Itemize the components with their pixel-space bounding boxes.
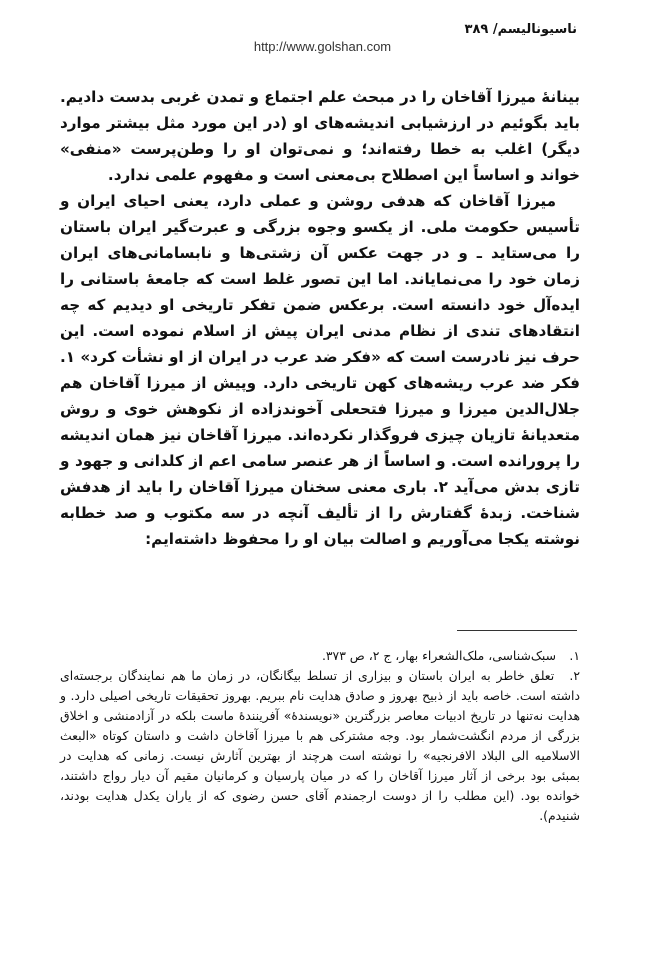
footnote-text: سبک‌شناسی، ملک‌الشعراء بهار، ج ۲، ص ۳۷۳. — [321, 648, 557, 663]
paragraph: میرزا آقاخان که هدفی روشن و عملی دارد، یعنی احیای ایران و تأسیس حکومت ملی. از یکسو وجوه بزرگی و عبرت‌گیر ایران باستان را می‌ستاید ـ و در جهت عکس آن زشتی‌ها و نابسامانی‌های ایران زمان خود را می‌نمایاند. اما این تصور غلط است که جامعهٔ باستانی را ایده‌آل خود دانسته است. برعکس ضمن تفکر تاریخی او دیدیم که چه انتقادهای تندی از نظام مدنی ایران پیش از اسلام نموده است. این حرف نیز نادرست است که «فکر ضد عرب در ایران از او نشأت کرد» ۱. فکر ضد عرب ریشه‌های کهن تاریخی دارد. وپیش از میرزا آقاخان هم جلال‌الدین میرزا و میرزا فتحعلی آخوندزاده از نکوهش خوی و روش متعدیانهٔ تازیان چیزی فروگذار نکرده‌اند. میرزا آقاخان نیز همان اندیشه را پرورانده است. و اساساً از هر عنصر سامی اعم از کلدانی و جهود و تازی بدش می‌آید ۲. باری معنی سخنان میرزا آقاخان را باید از هدفش شناخت. زبدهٔ گفتارش را از تألیف آنچه در سه مکتوب و صد خطابه نوشته یکجا می‌آوریم و اصالت بیان او را محفوظ داشته‌ایم: — [60, 192, 580, 548]
footnote-number: ۱. — [569, 648, 580, 663]
footnotes — [60, 646, 580, 826]
footnote-divider — [457, 630, 577, 631]
footnote — [60, 666, 580, 826]
paragraph: بینانهٔ میرزا آقاخان را در مبحث علم اجتماع و تمدن غربی بدست دادیم. باید بگوئیم در ارزشیابی اندیشه‌های او (در این مورد مثل بیشتر موارد دیگر) اغلب به خطا رفته‌اند؛ و نمی‌توان او را وطن‌پرست «منفی» خواند و اساساً این اصطلاح بی‌معنی است و مفهوم علمی ندارد. — [60, 88, 580, 184]
footnote — [60, 646, 580, 666]
running-header: ناسیونالیسم/ ۳۸۹ — [464, 22, 577, 37]
footnote-number: ۲. — [569, 668, 580, 683]
footnote-text: تعلق خاطر به ایران باستان و بیزاری از تسلط بیگانگان، در زمان ما هم نمایندگان برجسته‌ای داشته است. خاصه باید از ذبیح بهروز و صادق هدایت نام ببریم. بهروز تحقیقات تاریخی اصیلی دارد. و هدایت نه‌تنها در تاریخ ادبیات معاصر بزرگترین «نویسندهٔ» آفرینندهٔ ماست بلکه در آزادمنشی و اخلاق بزرگی از مردم انگشت‌شمار بود. وجه مشترکی هم با میرزا آقاخان داشت و داستان کوتاه «البعث الاسلامیه الی البلاد الافرنجیه» را نوشته است هرچند از بهترین آثارش نیست. زمانی که هدایت در بمبئی بود برخی از آثار میرزا آقاخان را که در میان پارسیان و کرمانیان مقیم آن دیار رواج داشتند، خوانده بود. (این مطلب را از دوست ارجمندم آقای حسن رضوی که از یاران یکدل هدایت بودند، شنیدم). — [60, 668, 580, 823]
main-text — [60, 84, 580, 552]
source-url: http://www.golshan.com — [253, 39, 392, 54]
